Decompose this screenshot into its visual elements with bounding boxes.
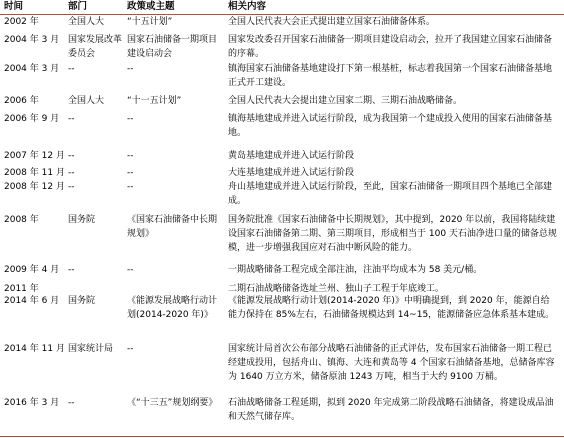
header-content: 相关内容: [228, 1, 267, 12]
cell-time: 2004 年 3 月: [4, 35, 60, 45]
table-row: [0, 33, 564, 62]
cell-content: 镇海基地建成并进入试运行阶段，成为我国第一个建成投入使用的国家石油储备基地。: [228, 114, 553, 138]
cell-time: 2008 年: [4, 215, 39, 225]
cell-time: 2014 年 11 月: [4, 344, 65, 354]
cell-dept: --: [68, 398, 75, 408]
cell-policy: --: [127, 168, 134, 178]
cell-content: 国家统计局首次公布部分战略石油储备的正式评估，发布国家石油储备一期工程已经建成投用，包括舟山、镇海、大连和黄岛等 4 个国家石油储备基地，总储备库容为 1640 万立方米，储备原油 1243 万吨，相当于大约 9100 万桶。: [228, 344, 555, 382]
cell-dept: --: [68, 114, 75, 124]
cell-content: 石油战略储备工程延期，拟到 2020 年完成第二阶段战略石油储备，将建设成品油和天然气储存库。: [228, 398, 554, 422]
table-row: [0, 342, 564, 396]
table-row: [0, 180, 564, 213]
cell-time: 2016 年 3 月: [4, 398, 60, 408]
table-row: [0, 213, 564, 263]
cell-content: 全国人民代表大会正式提出建立国家石油储备体系。: [228, 17, 436, 27]
cell-policy: --: [127, 151, 134, 161]
cell-time: 2014 年 6 月: [4, 296, 60, 306]
cell-content: 二期石油战略储备选址兰州、独山子工程于年底竣工。: [228, 284, 445, 294]
cell-dept: --: [68, 64, 75, 74]
table-row: [0, 112, 564, 149]
cell-policy: “十五计划”: [127, 17, 173, 27]
cell-time: 2009 年 4 月: [4, 265, 60, 275]
cell-time: 2006 年: [4, 96, 39, 106]
table-row: [0, 149, 564, 166]
header-time: 时间: [4, 1, 24, 12]
cell-policy: “十一五计划”: [127, 96, 182, 106]
cell-policy: --: [127, 344, 134, 354]
cell-dept: --: [68, 151, 75, 161]
table-row: [0, 396, 564, 436]
cell-content: 一期战略储备工程完成全部注油，注油平均成本为 58 美元/桶。: [228, 265, 483, 275]
cell-time: 2006 年 9 月: [4, 114, 60, 124]
table-row: [0, 263, 564, 282]
cell-dept: 国家发展改革委员会: [68, 35, 123, 59]
cell-dept: --: [68, 182, 75, 192]
table-row: [0, 62, 564, 94]
cell-time: 2008 年 12 月: [4, 182, 65, 192]
cell-policy: --: [127, 265, 134, 275]
cell-dept: --: [68, 265, 75, 275]
table-bottom-border: [0, 436, 564, 437]
cell-dept: 全国人大: [68, 17, 105, 27]
cell-content: 国务院批准《国家石油储备中长期规划》，其中提到，2020 年以前，我国将陆续建设国家石油储备第二期、第三期项目，形成相当于 100 天石油净进口量的储备总规模，进一步增强我国应对石油中断风险的能力。: [228, 215, 557, 253]
cell-dept: 国务院: [68, 296, 96, 306]
cell-dept: 国务院: [68, 215, 96, 225]
cell-dept: 国家统计局: [68, 344, 114, 354]
cell-policy: 《国家石油储备中长期规划》: [127, 215, 218, 239]
cell-content: 黄岛基地建成并进入试运行阶段: [228, 151, 355, 161]
cell-time: 2002 年: [4, 17, 39, 27]
cell-content: 《能源发展战略行动计划(2014-2020 年)》中明确提到，到 2020 年，能源自给能力保持在 85%左右，石油储备规模达到 14~15，能源储备应急体系基本建成。: [228, 296, 555, 320]
table-row: [0, 294, 564, 342]
cell-content: 国家发改委召开国家石油储备一期项目建设启动会，拉开了我国建立国家石油储备的序幕。: [228, 35, 553, 59]
table-row: [0, 94, 564, 112]
table-row: [0, 15, 564, 33]
cell-policy: --: [127, 64, 134, 74]
cell-policy: 《“十三五”规划纲要》: [127, 398, 218, 408]
table-row: [0, 282, 564, 294]
cell-dept: 全国人大: [68, 96, 105, 106]
cell-content: 全国人民代表大会提出建立国家二期、三期石油战略储备。: [228, 96, 463, 106]
cell-time: 2007 年 12 月: [4, 151, 65, 161]
table-row: [0, 166, 564, 180]
cell-content: 大连基地建成并进入试运行阶段: [228, 168, 355, 178]
header-dept: 部门: [68, 1, 88, 12]
cell-dept: --: [68, 168, 75, 178]
cell-policy: 《能源发展战略行动计划(2014-2020 年)》: [127, 296, 218, 320]
cell-content: 舟山基地建成并进入试运行阶段，至此，国家石油储备一期项目四个基地已全部建成。: [228, 182, 553, 206]
cell-policy: --: [127, 114, 134, 124]
table-header: [0, 0, 564, 15]
cell-time: 2008 年 11 月: [4, 168, 65, 178]
cell-time: 2004 年 3 月: [4, 64, 60, 74]
cell-time: 2011 年: [4, 284, 39, 294]
cell-policy: --: [127, 182, 134, 192]
cell-content: 镇海国家石油储备基地建设打下第一根基桩，标志着我国第一个国家石油储备基地正式开工建设。: [228, 64, 553, 88]
cell-policy: 国家石油储备一期项目建设启动会: [127, 35, 218, 59]
header-policy: 政策或主题: [127, 1, 175, 12]
